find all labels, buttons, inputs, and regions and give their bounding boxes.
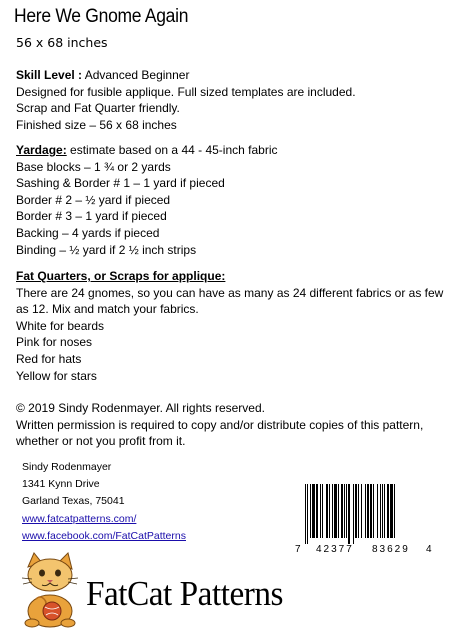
barcode-right-digits: 83629 xyxy=(372,544,410,555)
yardage-item: Backing – 4 yards if pieced xyxy=(16,225,160,240)
contact-street: 1341 Kynn Drive xyxy=(22,478,100,491)
yardage-item: Sashing & Border # 1 – 1 yard if pieced xyxy=(16,176,225,191)
barcode-check-digit: 4 xyxy=(426,544,432,555)
yardage-label: Yardage: xyxy=(16,143,67,157)
contact-address xyxy=(22,459,186,545)
skill-level-line xyxy=(16,67,452,84)
yardage-item: Base blocks – 1 ¾ or 2 yards xyxy=(16,159,171,174)
fabric-item: Red for hats xyxy=(16,351,82,366)
brand-wordmark: FatCat Patterns xyxy=(86,574,283,613)
barcode-first-digit: 7 xyxy=(295,544,301,555)
pattern-size: 56 x 68 inches xyxy=(16,35,108,50)
skill-level-label: Skill Level : xyxy=(16,68,83,82)
skill-line: Designed for fusible applique. Full sized templates are included. xyxy=(16,84,356,99)
fat-quarters-heading: Fat Quarters, or Scraps for applique: xyxy=(16,269,226,283)
barcode-left-digits: 42377 xyxy=(316,544,354,555)
yardage-intro: estimate based on a 44 - 45-inch fabric xyxy=(66,143,278,157)
yardage-item: Binding – ½ yard if 2 ½ inch strips xyxy=(16,242,197,257)
fabric-item: Pink for noses xyxy=(16,335,93,350)
yardage-section xyxy=(16,142,452,258)
copyright-section xyxy=(16,400,452,450)
skill-section xyxy=(16,67,452,133)
fat-quarters-paragraph: There are 24 gnomes, so you can have as many as 24 different fabrics or as few as 12. Mix and match your fabrics. xyxy=(16,285,444,317)
facebook-link[interactable]: www.facebook.com/FatCatPatterns xyxy=(22,529,186,542)
fat-quarters-section xyxy=(16,268,452,384)
barcode-bars xyxy=(303,484,431,544)
permission-notice: Written permission is required to copy and/or distribute copies of this pattern, whether or not you profit from it. xyxy=(16,417,424,449)
yardage-heading-line xyxy=(16,142,452,159)
skill-line: Finished size – 56 x 68 inches xyxy=(16,117,177,132)
skill-level-value: Advanced Beginner xyxy=(82,68,190,82)
contact-city: Garland Texas, 75041 xyxy=(22,495,125,508)
website-link[interactable]: www.fatcatpatterns.com/ xyxy=(22,512,137,525)
fabric-item: White for beards xyxy=(16,318,105,333)
cat-mascot-icon xyxy=(18,549,84,629)
fabric-item: Yellow for stars xyxy=(16,368,97,383)
contact-name: Sindy Rodenmayer xyxy=(22,461,112,473)
yardage-item: Border # 3 – 1 yard if pieced xyxy=(16,209,167,224)
pattern-title: Here We Gnome Again xyxy=(14,6,189,27)
skill-line: Scrap and Fat Quarter friendly. xyxy=(16,101,180,116)
yardage-item: Border # 2 – ½ yard if pieced xyxy=(16,192,171,207)
upc-barcode xyxy=(295,484,435,566)
copyright-line: © 2019 Sindy Rodenmayer. All rights reserved. xyxy=(16,401,265,415)
